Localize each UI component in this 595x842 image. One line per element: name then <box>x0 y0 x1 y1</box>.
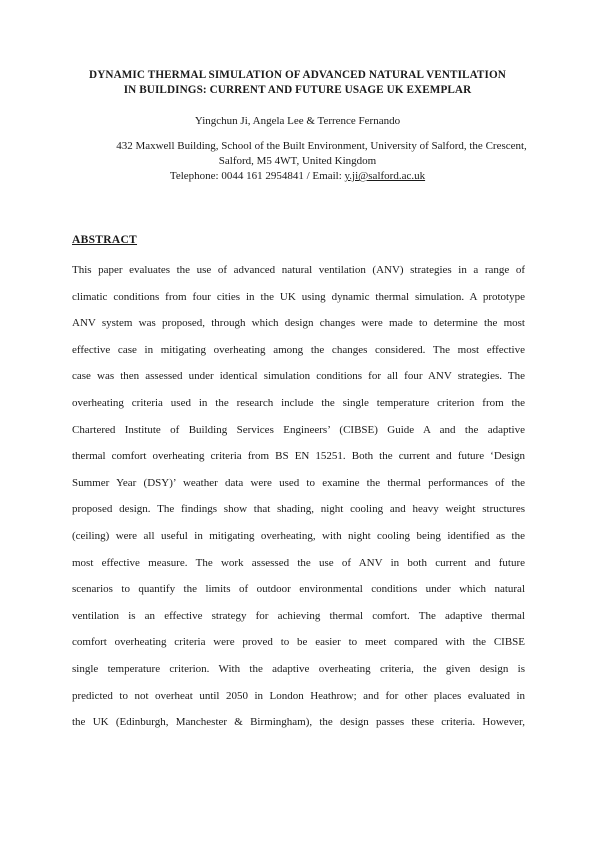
affiliation-line-1: 432 Maxwell Building, School of the Built Environment, University of Salford, the Crescent, <box>116 140 527 152</box>
paper-title <box>40 68 555 98</box>
abstract-line: ventilation is an effective strategy for achieving thermal comfort. The adaptive thermal <box>72 609 525 622</box>
email-link[interactable]: y.ji@salford.ac.uk <box>344 170 426 182</box>
author-list: Yingchun Ji, Angela Lee & Terrence Fernando <box>194 115 401 127</box>
abstract-line: single temperature criterion. With the adaptive overheating criteria, the given design is <box>72 662 525 675</box>
abstract-line: case was then assessed under identical simulation conditions for all four ANV strategies. The <box>72 370 525 383</box>
abstract-line: the UK (Edinburgh, Manchester & Birmingham), the design passes these criteria. However, <box>72 716 525 729</box>
title-line-1: DYNAMIC THERMAL SIMULATION OF ADVANCED NATURAL VENTILATION <box>89 69 506 81</box>
abstract-heading: ABSTRACT <box>72 234 138 246</box>
contact-prefix: Telephone: 0044 161 2954841 / Email: <box>169 170 345 182</box>
affiliation-line-2: Salford, M5 4WT, United Kingdom <box>218 155 377 167</box>
abstract-body <box>72 262 525 741</box>
contact-line <box>40 169 555 184</box>
affiliation-block <box>40 139 555 184</box>
abstract-line: overheating criteria used in the research include the single temperature criterion from the <box>72 396 525 409</box>
title-line-2: IN BUILDINGS: CURRENT AND FUTURE USAGE UK EXEMPLAR <box>123 84 472 96</box>
abstract-line: climatic conditions from four cities in the UK using dynamic thermal simulation. A prototype <box>72 290 525 303</box>
abstract-line: most effective measure. The work assessed the use of ANV in both current and future <box>72 556 525 569</box>
abstract-line: ANV system was proposed, through which design changes were made to determine the most <box>72 317 525 330</box>
abstract-line: scenarios to quantify the limits of outdoor environmental conditions under which natural <box>72 583 525 596</box>
abstract-line: (ceiling) were all useful in mitigating overheating, with night cooling being identified as the <box>72 529 525 542</box>
abstract-line: Chartered Institute of Building Services Engineers’ (CIBSE) Guide A and the adaptive <box>72 423 525 436</box>
abstract-line: comfort overheating criteria were proved to be easier to meet compared with the CIBSE <box>72 636 525 649</box>
abstract-line: predicted to not overheat until 2050 in London Heathrow; and for other places evaluated in <box>72 689 525 702</box>
abstract-line: This paper evaluates the use of advanced natural ventilation (ANV) strategies in a range of <box>72 264 525 276</box>
abstract-line: thermal comfort overheating criteria from BS EN 15251. Both the current and future ‘Design <box>72 450 525 463</box>
abstract-line: effective case in mitigating overheating among the changes considered. The most effective <box>72 343 525 356</box>
abstract-line: Summer Year (DSY)’ weather data were used to examine the thermal performances of the <box>72 476 525 489</box>
abstract-line: proposed design. The findings show that shading, night cooling and heavy weight structures <box>72 503 525 516</box>
